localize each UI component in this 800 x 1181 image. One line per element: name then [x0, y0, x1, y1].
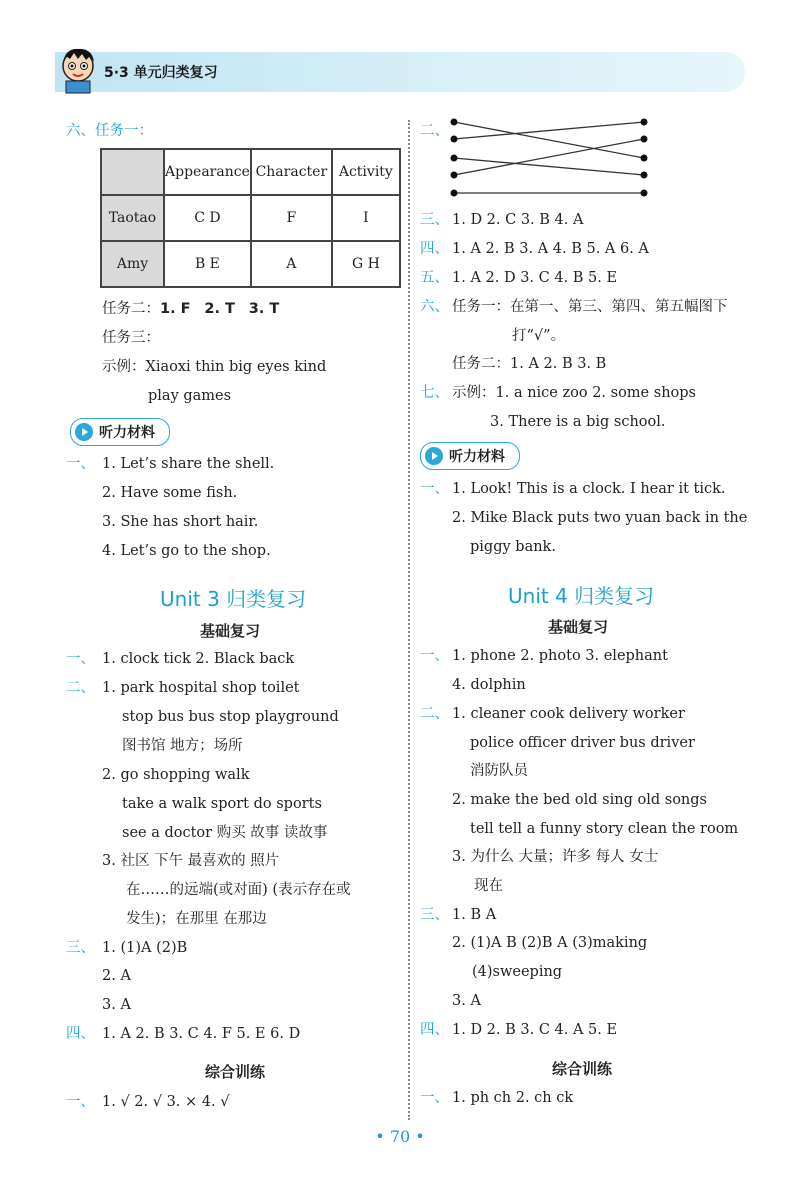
section-number: 一、: [420, 1090, 449, 1106]
answer: 1. F: [160, 301, 191, 317]
unit-4-title: Unit 4 归类复习: [508, 584, 655, 608]
listening-label-text: 听力材料: [99, 425, 155, 441]
matching-lines-diagram: [446, 114, 652, 204]
answer-line: (4)sweeping: [472, 964, 563, 980]
answer-line: 消防队员: [470, 763, 528, 779]
section-number: 一、: [420, 648, 449, 664]
answer-line: 现在: [474, 878, 503, 894]
listen-line: piggy bank.: [470, 539, 556, 555]
answer-line: 1. clock tick 2. Black back: [102, 651, 295, 667]
section-number: 六、: [420, 299, 449, 315]
answer-line: stop bus bus stop playground: [122, 709, 339, 725]
listen-number: 一、: [420, 481, 449, 497]
section-number: 一、: [66, 1094, 95, 1110]
table-cell: Taotao: [101, 195, 164, 241]
column-divider: [408, 120, 410, 1120]
listen-line: 1. Look! This is a clock. I hear it tick.: [452, 481, 726, 497]
listen-line: 1. Let’s share the shell.: [102, 456, 275, 472]
table-header-cell: [101, 149, 164, 195]
section-number: 三、: [420, 212, 449, 228]
table-header-cell: Character: [251, 149, 332, 195]
section-number: 四、: [420, 1022, 449, 1038]
play-icon: [75, 423, 93, 441]
page-number: • 70 •: [375, 1127, 425, 1146]
answer-line: 1. park hospital shop toilet: [102, 680, 300, 696]
answer-line: see a doctor 购买 故事 读故事: [122, 825, 328, 841]
section-number: 四、: [66, 1026, 95, 1042]
unit-3-title: Unit 3 归类复习: [160, 587, 307, 611]
answer: 2. T: [204, 301, 235, 317]
mascot-icon: [56, 44, 100, 94]
combined-training-title: 综合训练: [552, 1060, 613, 1078]
table-cell: Amy: [101, 241, 164, 287]
listen-line: 4. Let’s go to the shop.: [102, 543, 271, 559]
traits-table: [100, 148, 401, 288]
table-cell: C D: [164, 195, 251, 241]
answer-line: 3. A: [452, 993, 481, 1009]
combined-training-title: 综合训练: [205, 1063, 266, 1081]
answer-line: 3. There is a big school.: [490, 414, 666, 430]
answer-line: tell tell a funny story clean the room: [470, 821, 739, 837]
section-number: 四、: [420, 241, 449, 257]
answer-line: 1. D 2. B 3. C 4. A 5. E: [452, 1022, 618, 1038]
answer-line: 1. D 2. C 3. B 4. A: [452, 212, 584, 228]
answer-line: 2. make the bed old sing old songs: [452, 792, 707, 808]
answer-line: 2. go shopping walk: [102, 767, 250, 783]
answer-line: 任务二：1. A 2. B 3. B: [452, 356, 607, 372]
question-6-label: 六、任务一：: [66, 123, 153, 139]
table-cell: B E: [164, 241, 251, 287]
listen-number: 一、: [66, 456, 95, 472]
play-icon: [425, 447, 443, 465]
listening-material-label: [420, 442, 520, 470]
task-2-label: 任务二：: [102, 301, 160, 317]
answer-line: 2. A: [102, 968, 131, 984]
table-header-cell: Activity: [332, 149, 400, 195]
answer-line: police officer driver bus driver: [470, 735, 695, 751]
answer-line: 1. cleaner cook delivery worker: [452, 706, 685, 722]
answer-line: 1. ph ch 2. ch ck: [452, 1090, 574, 1106]
table-row: [101, 195, 400, 241]
table-cell: I: [332, 195, 400, 241]
example-line: 示例：Xiaoxi thin big eyes kind: [102, 359, 327, 375]
table-cell: G H: [332, 241, 400, 287]
basic-review-title: 基础复习: [548, 618, 609, 636]
answer-line: 2. (1)A B (2)B A (3)making: [452, 935, 648, 951]
question-2-label: 二、: [420, 123, 449, 139]
answer-line: 1. B A: [452, 907, 497, 923]
example-line: play games: [148, 388, 232, 404]
basic-review-title: 基础复习: [200, 622, 261, 640]
listen-line: 3. She has short hair.: [102, 514, 259, 530]
listen-line: 2. Mike Black puts two yuan back in the: [452, 510, 748, 526]
table-cell: A: [251, 241, 332, 287]
answer-line: 打“√”。: [512, 328, 566, 344]
section-number: 三、: [66, 940, 95, 956]
answer-line: 1. A 2. B 3. C 4. F 5. E 6. D: [102, 1026, 301, 1042]
header-title: 5·3 单元归类复习: [104, 65, 218, 81]
answer-line: 3. 为什么 大量；许多 每人 女士: [452, 849, 659, 865]
answer-line: take a walk sport do sports: [122, 796, 322, 812]
section-number: 二、: [420, 706, 449, 722]
task-3-label: 任务三：: [102, 330, 160, 346]
table-row: [101, 241, 400, 287]
answer-line: 任务一：在第一、第三、第四、第五幅图下: [452, 299, 728, 315]
listening-label-text: 听力材料: [449, 449, 505, 465]
answer-line: 3. 社区 下午 最喜欢的 照片: [102, 853, 280, 869]
task-2-answers: [102, 299, 279, 319]
answer-line: 图书馆 地方；场所: [122, 738, 243, 754]
listen-line: 2. Have some fish.: [102, 485, 238, 501]
answer-line: 4. dolphin: [452, 677, 526, 693]
answer-line: 示例：1. a nice zoo 2. some shops: [452, 385, 696, 401]
section-number: 七、: [420, 385, 449, 401]
answer-line: 在……的远端(或对面) (表示存在或: [126, 882, 351, 898]
answer-line: 1. phone 2. photo 3. elephant: [452, 648, 668, 664]
answer-line: 3. A: [102, 997, 131, 1013]
answer-line: 发生)；在那里 在那边: [126, 911, 267, 927]
answer-line: 1. (1)A (2)B: [102, 940, 188, 956]
table-cell: F: [251, 195, 332, 241]
answer: 3. T: [248, 301, 280, 317]
listening-material-label: [70, 418, 170, 446]
section-number: 三、: [420, 907, 449, 923]
section-number: 五、: [420, 270, 449, 286]
section-number: 一、: [66, 651, 95, 667]
section-number: 二、: [66, 680, 95, 696]
answer-line: 1. √ 2. √ 3. × 4. √: [102, 1094, 230, 1110]
answer-line: 1. A 2. D 3. C 4. B 5. E: [452, 270, 618, 286]
table-header-cell: Appearance: [164, 149, 251, 195]
answer-line: 1. A 2. B 3. A 4. B 5. A 6. A: [452, 241, 649, 257]
